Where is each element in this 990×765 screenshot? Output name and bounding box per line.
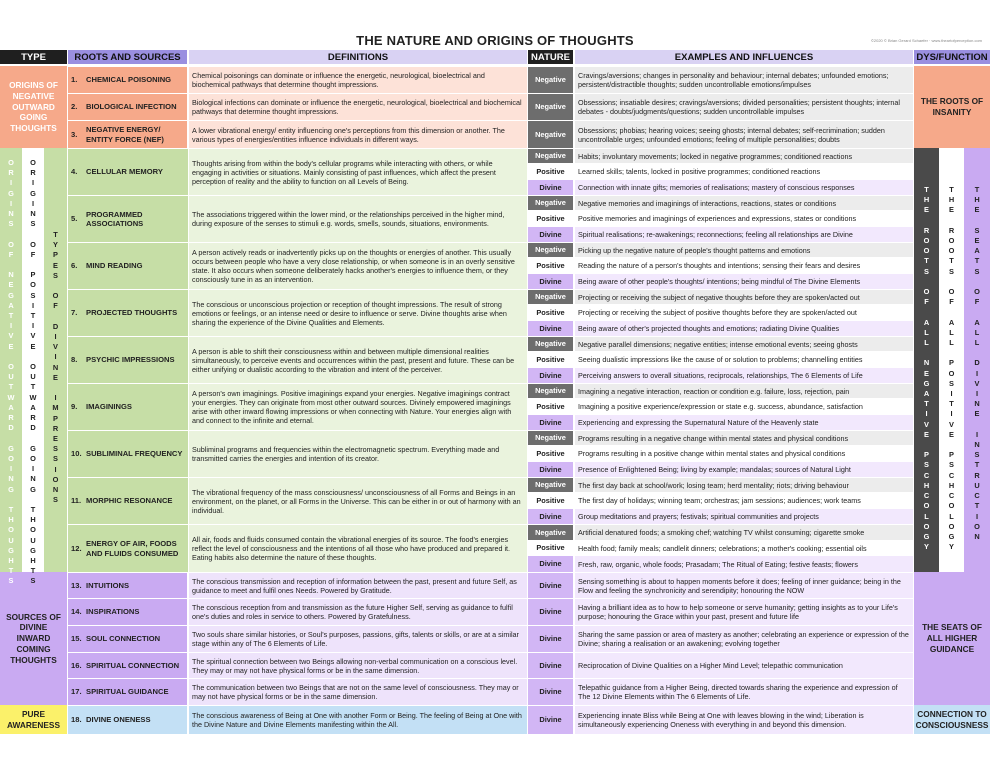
definition-cell: Subliminal programs and frequencies within the electromagnetic spectrum. Everything made and transmitted carries the energies and intention of its creator. [189,431,527,477]
nature-badge: Divine [528,626,573,652]
nature-badge: Negative [528,431,573,445]
root-source-item [68,149,188,195]
example-text: Telepathic guidance from a Higher Being, directed towards sharing the experience and expression of The 12 Divine Elements within The 6 Elements of Life. [575,679,913,705]
nature-badge: Negative [528,290,573,304]
type-pure-awareness: PURE AWARENESS [0,705,67,734]
definitions-header: DEFINITIONS [189,50,527,64]
example-text: Reading the nature of a person's thoughts and intentions; sensing their fears and desires [575,258,913,273]
nature-badge: Negative [528,243,573,257]
root-number: 9. [71,402,78,412]
example-text: Experiencing innate Bliss while Being at One with leaves blowing in the wind; Liberation is simultaneously experiencing Oneness with everything in and beyond this dimension. [575,706,913,734]
nature-badge: Positive [528,446,573,461]
root-number: 2. [71,102,78,112]
root-label: NEGATIVE ENERGY/ ENTITY FORCE (NEF) [86,125,164,144]
root-source-item [68,337,188,383]
example-text: Group meditations and prayers; festivals; spiritual communities and projects [575,509,913,524]
root-label: CELLULAR MEMORY [86,167,163,177]
definition-cell: Chemical poisonings can dominate or influence the energetic, neurological, bioelectrical and biochemical pathways that determine thought impressions. [189,67,527,93]
root-number: 12. [71,543,82,553]
root-number: 3. [71,129,78,139]
nature-badge: Negative [528,121,573,148]
example-text: Sharing the same passion or area of mastery as another; celebrating an experience or expression of the Divine; sharing a realisation or an awakening; evolving together [575,626,913,652]
example-text: Obsessions; insatiable desires; cravings/aversions; divided personalities; persistent thoughts; internal debates - doubts/judgments/questions; sudden uncontrollable impulses [575,94,913,120]
example-text: Spiritual realisations; re-awakenings; reconnections; feeling all relationships are Divine [575,227,913,242]
root-source-item [68,706,187,734]
root-source-item [68,121,187,148]
nature-badge: Positive [528,493,573,508]
root-label: INTUITIONS [86,580,130,590]
nature-badge: Divine [528,415,573,430]
dys-connection-to-consciousness: CONNECTION TO CONSCIOUSNESS [914,705,990,734]
root-number: 18. [71,715,82,725]
root-number: 11. [71,496,82,506]
dysfunction-header: DYS/FUNCTION [914,50,990,64]
example-text: Reciprocation of Divine Qualities on a Higher Mind Level; telepathic communication [575,653,913,678]
copyright-note: ©2020 © Brian Gerard Schaefer · www.theartofperception.com [870,38,982,43]
vertical-negative-psychology: T H E R O O T S O F A L L N E G A T I V E P S C H C O L O G Y [923,185,930,552]
example-text: Picking up the negative nature of people's thought patterns and emotions [575,243,913,257]
vertical-positive-origins: O R I G I N S O F P O S I T I V E O U T W A R D G O I N G T H O U G H T S [29,158,37,586]
example-text: Experiencing and expressing the Supernatural Nature of the Heavenly state [575,415,913,430]
dys-roots-of-insanity: THE ROOTS OF INSANITY [914,66,990,148]
root-number: 10. [71,449,82,459]
root-number: 4. [71,167,78,177]
definition-cell: The communication between two Beings that are not on the same level of consciousness. They may or may not have physical forms or be in the same dimension. [189,679,527,705]
root-number: 16. [71,660,82,670]
root-source-item [68,290,188,336]
nature-badge: Divine [528,509,573,524]
nature-badge: Divine [528,368,573,383]
example-text: Projecting or receiving the subject of negative thoughts before they are spoken/acted out [575,290,913,304]
type-header: TYPE [0,50,67,64]
root-source-item [68,94,187,120]
nature-badge: Divine [528,180,573,195]
example-text: Seeing dualistic impressions like the cause of or solution to problems; channelling entities [575,352,913,367]
example-text: Being aware of other's projected thoughts and emotions; radiating Divine Qualities [575,321,913,336]
root-source-item [68,243,188,289]
definition-cell: A lower vibrational energy/ entity influencing one's perceptions from this dimension or another. The various types of energies/entities influence individuals in different ways. [189,121,527,148]
root-number: 14. [71,607,82,617]
nature-badge: Negative [528,337,573,351]
definition-cell: The conscious transmission and reception of information between the past, present and future Self, as guidance to meet and fulfil ones Needs. Powered by Gratitude. [189,573,527,598]
example-text: Perceiving answers to overall situations, reciprocals, relationships, The 6 Elements of Life [575,368,913,383]
example-text: The first day back at school/work; losing team; herd mentality; riots; driving behaviour [575,478,913,492]
nature-badge: Negative [528,478,573,492]
root-source-item [68,384,188,430]
definition-cell: A person's own imaginings. Positive imaginings expand your energies. Negative imaginings contract your energies. They can originate from most other outward sources. Divinely empowered imaginings arise with other inward flowing impressions or when connecting with Nature. Your energies align with and connect to the infinite and eternal. [189,384,527,430]
root-label: MIND READING [86,261,143,271]
definition-cell: The conscious or unconscious projection or reception of thought impressions. The result of strong emotions or feelings, or an intense need or desire to influence or serve. Divine thoughts arise when sharing the experience of the Divine Qualities and Elements. [189,290,527,336]
nature-badge: Negative [528,384,573,398]
example-text: Negative parallel dimensions; negative entities; intense emotional events; seeing ghosts [575,337,913,351]
root-label: SPIRITUAL CONNECTION [86,660,180,670]
definition-cell: A person is able to shift their consciousness within and between multiple dimensional realities simultaneously, to perceive events and occurrences within the past, present and future. These can be either unifying or dualistic according to the vibration and intent of the perceiver. [189,337,527,383]
root-source-item [68,573,187,598]
example-text: Imagining a negative interaction, reaction or condition e.g. failure, loss, rejection, pain [575,384,913,398]
definition-cell: Two souls share similar histories, or Soul's purposes, passions, gifts, talents or skills, or are at a similar stage within any of The 6 Elements of Life. [189,626,527,652]
type-sources-divine: SOURCES OF DIVINE INWARD COMING THOUGHTS [0,572,67,705]
root-label: PROJECTED THOUGHTS [86,308,178,318]
example-text: Artificial denatured foods; a smoking chef; watching TV whilst consuming; cigarette smoke [575,525,913,540]
root-label: IMAGININGS [86,402,132,412]
root-source-item [68,478,188,524]
vertical-positive-psychology: T H E R O O T S O F A L L P O S I T I V E P S C H C O L O G Y [948,185,955,552]
vertical-negative-origins: O R I G I N S O F N E G A T I V E O U T W A R D G O I N G T H O U G H T S [7,158,15,586]
root-source-item [68,67,187,93]
example-text: Connection with innate gifts; memories of realisations; mastery of conscious responses [575,180,913,195]
nature-badge: Divine [528,573,573,598]
root-number: 8. [71,355,78,365]
nature-badge: Negative [528,149,573,163]
nature-header: NATURE [528,50,573,64]
nature-badge: Divine [528,274,573,289]
nature-badge: Positive [528,164,573,179]
root-source-item [68,626,187,652]
example-text: Having a brilliant idea as to how to help someone or serve humanity; getting insights as to your Life's purpose; honouring the Grace within your past, present and future life [575,599,913,625]
root-label: DIVINE ONENESS [86,715,151,725]
root-label: PROGRAMMED ASSOCIATIONS [86,209,144,228]
nature-badge: Positive [528,399,573,414]
examples-header: EXAMPLES AND INFLUENCES [575,50,913,64]
root-label: SUBLIMINAL FREQUENCY [86,449,183,459]
nature-badge: Negative [528,94,573,120]
root-source-item [68,653,187,678]
definition-cell: The conscious awareness of Being at One with another Form or Being. The feeling of Being at One with the Divine Nature and Divine Elements manifesting within the All. [189,706,527,734]
example-text: Positive memories and imaginings of experiences and expressions, states or conditions [575,211,913,226]
example-text: Cravings/aversions; changes in personality and behaviour; internal debates; unfounded emotions; persistent/distractible thoughts; sudden uncontrollable emotions/impulses [575,67,913,93]
root-label: BIOLOGICAL INFECTION [86,102,177,112]
root-label: CHEMICAL POISONING [86,75,172,85]
example-text: Learned skills; talents, locked in positive programmes; conditioned reactions [575,164,913,179]
nature-badge: Divine [528,227,573,242]
example-text: Health food; family meals; candlelit dinners; celebrations; a mother's cooking; essential oils [575,541,913,555]
root-number: 15. [71,634,82,644]
example-text: Sensing something is about to happen moments before it does; feeling of inner guidance; being in the Flow and feeling the synchronicity and serendipity; honouring the NOW [575,573,913,598]
nature-badge: Positive [528,258,573,273]
example-text: Programs resulting in a positive change within mental states and physical conditions [575,446,913,461]
root-label: SOUL CONNECTION [86,634,161,644]
example-text: Fresh, raw, organic, whole foods; Prasadam; The Ritual of Eating; festive feasts; flowers [575,556,913,572]
root-source-item [68,525,188,572]
example-text: Habits; involuntary movements; locked in negative programmes; conditioned reactions [575,149,913,163]
root-number: 7. [71,308,78,318]
root-source-item [68,679,187,705]
example-text: Projecting or receiving the subject of positive thoughts before they are spoken/acted out [575,305,913,320]
dys-seats-of-higher-guidance: THE SEATS OF ALL HIGHER GUIDANCE [914,572,990,705]
definition-cell: All air, foods and fluids consumed contain the vibrational energies of its source. The food's energies reflect the level of consciousness and the intentions of all those who have produced and prepared it. Eating habits also determine the nature of these thoughts. [189,525,527,572]
example-text: Imagining a positive experience/expression or state e.g. success, abundance, satisfaction [575,399,913,414]
nature-badge: Divine [528,706,573,734]
nature-badge: Positive [528,305,573,320]
root-source-item [68,196,188,242]
nature-badge: Negative [528,525,573,540]
root-number: 5. [71,214,78,224]
nature-badge: Positive [528,211,573,226]
nature-badge: Negative [528,67,573,93]
definition-cell: The conscious reception from and transmission as the future Higher Self, serving as guidance to fulfil one's duties and roles in service to others. Powered by Gratefulness. [189,599,527,625]
type-negative-outward: ORIGINS OF NEGATIVE OUTWARD GOING THOUGHTS [0,66,67,148]
definition-cell: A person actively reads or inadvertently picks up on the thoughts or energies of another. This usually occurs between people who have a very close relationship, or when someone is in an overly sensitive state. It also occurs when someone deliberately hacks another's energies to influence them, or they consciously tune in as an intervention. [189,243,527,289]
root-number: 17. [71,687,82,697]
example-text: Presence of Enlightened Being; living by example; mandalas; sources of Natural Light [575,462,913,477]
vertical-divine-instruction: T H E S E A T S O F A L L D I V I N E I N S T R U C T I O N [974,185,980,541]
root-source-item [68,599,187,625]
nature-badge: Divine [528,556,573,572]
roots-header: ROOTS AND SOURCES [68,50,187,64]
root-source-item [68,431,188,477]
root-number: 13. [71,580,82,590]
root-label: MORPHIC RESONANCE [86,496,173,506]
root-label: PSYCHIC IMPRESSIONS [86,355,175,365]
root-label: ENERGY OF AIR, FOODS AND FLUIDS CONSUMED [86,539,179,558]
root-label: SPIRITUAL GUIDANCE [86,687,169,697]
definition-cell: Biological infections can dominate or influence the energetic, neurological, bioelectrical and biochemical pathways that determine thought impressions. [189,94,527,120]
definition-cell: The associations triggered within the lower mind, or the relationships perceived in the higher mind, during exposure of the senses to stimuli e.g. words, smells, sounds, situations, environments. [189,196,527,242]
page-title: THE NATURE AND ORIGINS OF THOUGHTS [356,33,634,48]
example-text: Being aware of other people's thoughts/ intentions; being mindful of The Divine Elements [575,274,913,289]
nature-badge: Divine [528,321,573,336]
example-text: Negative memories and imaginings of interactions, reactions, states or conditions [575,196,913,210]
definition-cell: Thoughts arising from within the body's cellular programs while interacting with others, or while engaging in activities or situations. Mainly consisting of past influences, which affect the present perception of reality and the ability to function on all Levels of Being. [189,149,527,195]
root-label: INSPIRATIONS [86,607,140,617]
example-text: The first day of holidays; winning team; orchestras; jam sessions; audiences; work teams [575,493,913,508]
nature-badge: Negative [528,196,573,210]
definition-cell: The vibrational frequency of the mass consciousness/ unconsciousness of all Forms and Beings in an environment, on the planet, or all Forms in the Universe. This can be either in or out of harmony with an individual. [189,478,527,524]
example-text: Programs resulting in a negative change within mental states and physical conditions [575,431,913,445]
nature-badge: Positive [528,541,573,555]
root-number: 6. [71,261,78,271]
nature-badge: Divine [528,679,573,705]
nature-badge: Divine [528,599,573,625]
example-text: Obsessions; phobias; hearing voices; seeing ghosts; internal debates; self-recrimination; sudden uncontrollable urges; unfounded emotions; feeling of multiple personalities; doubts [575,121,913,148]
nature-badge: Positive [528,352,573,367]
vertical-divine-impressions: T Y P E S O F D I V I N E I M P R E S S I O N S [52,230,59,505]
root-number: 1. [71,75,78,85]
nature-badge: Divine [528,653,573,678]
definition-cell: The spiritual connection between two Beings allowing non-verbal communication on a conscious level. They may or may not have physical forms or be in the same dimension. [189,653,527,678]
nature-badge: Divine [528,462,573,477]
